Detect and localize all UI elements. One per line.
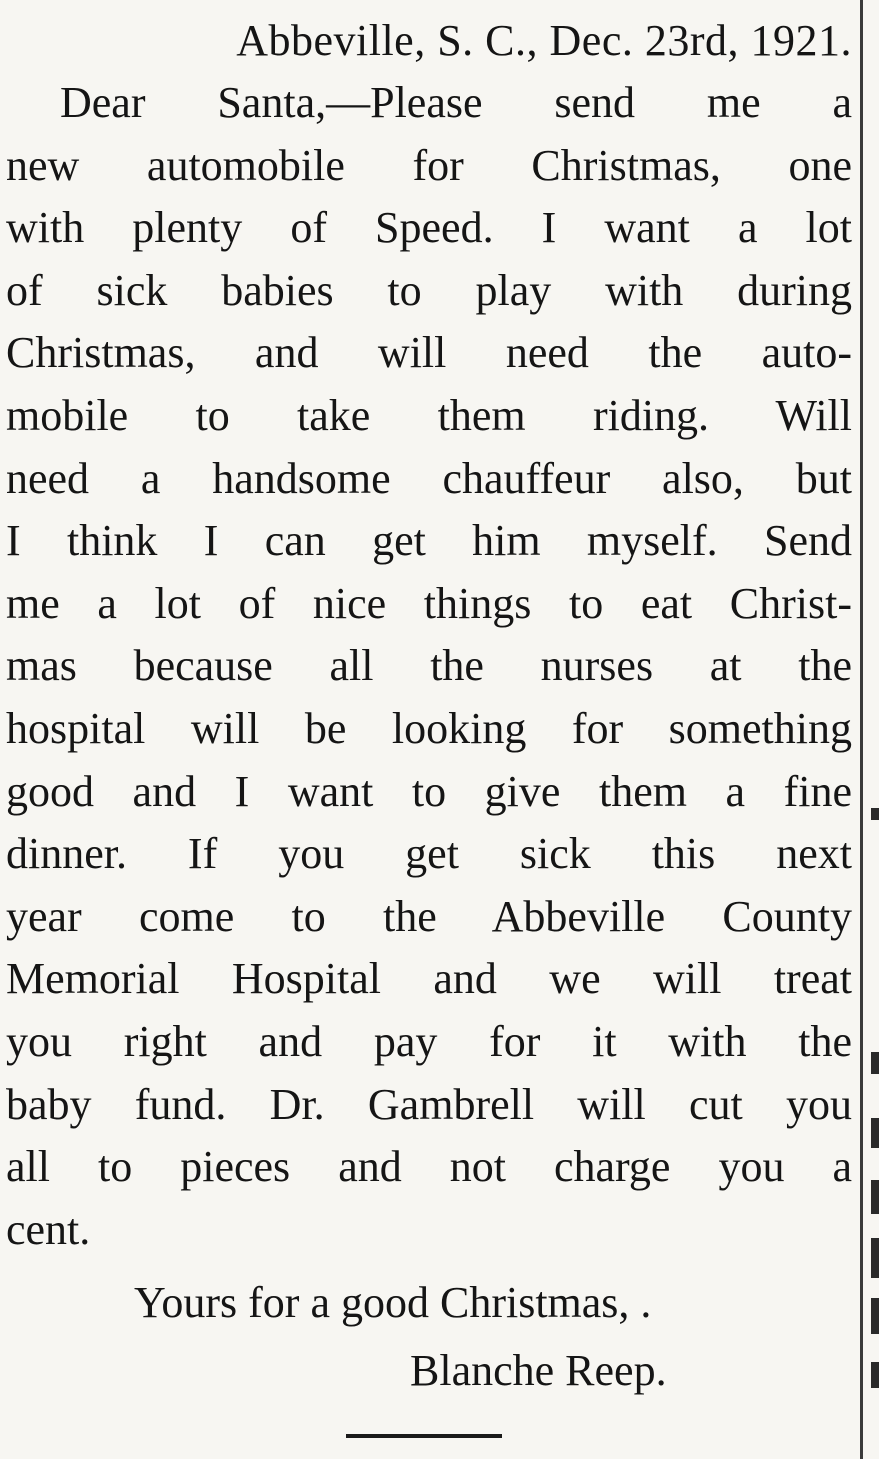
letter-line: dinner. If you get sick this next (6, 829, 852, 879)
letter-line: cent. (6, 1204, 91, 1254)
adjacent-column-fragment (871, 808, 879, 820)
letter-column (6, 10, 852, 1261)
letter-line: mobile to take them riding. Will (6, 390, 852, 440)
letter-line: need a handsome chauffeur also, but (6, 453, 852, 503)
adjacent-column-fragment (871, 1052, 879, 1074)
column-divider (860, 0, 863, 1459)
letter-line: all to pieces and not charge you a (6, 1142, 852, 1192)
letter-line: of sick babies to play with during (6, 265, 852, 315)
letter-line: hospital will be looking for something (6, 703, 852, 753)
letter-line: Memorial Hospital and we will treat (6, 954, 852, 1004)
letter-closing: Yours for a good Christmas, . (134, 1278, 652, 1327)
letter-line: baby fund. Dr. Gambrell will cut you (6, 1079, 852, 1129)
letter-line: Christmas, and will need the auto- (6, 328, 852, 378)
letter-dateline: Abbeville, S. C., Dec. 23rd, 1921. (236, 16, 852, 65)
adjacent-column-fragment (871, 1298, 879, 1334)
adjacent-column-fragment (871, 1180, 879, 1214)
letter-line: mas because all the nurses at the (6, 641, 852, 691)
adjacent-column-fragment (871, 1362, 879, 1388)
adjacent-column-fragment (871, 1118, 879, 1148)
letter-line: Dear Santa,—Please send me a (60, 78, 852, 127)
letter-signature: Blanche Reep. (410, 1346, 667, 1395)
letter-line: new automobile for Christmas, one (6, 140, 852, 190)
letter-line: me a lot of nice things to eat Christ- (6, 578, 852, 628)
letter-line: good and I want to give them a fine (6, 766, 852, 816)
letter-line: I think I can get him myself. Send (6, 516, 852, 566)
letter-line: with plenty of Speed. I want a lot (6, 203, 852, 253)
letter-body (6, 72, 852, 1261)
letter-line: year come to the Abbeville County (6, 891, 852, 941)
end-divider (346, 1434, 502, 1438)
letter-line: you right and pay for it with the (6, 1016, 852, 1066)
adjacent-column-fragment (871, 1238, 879, 1278)
